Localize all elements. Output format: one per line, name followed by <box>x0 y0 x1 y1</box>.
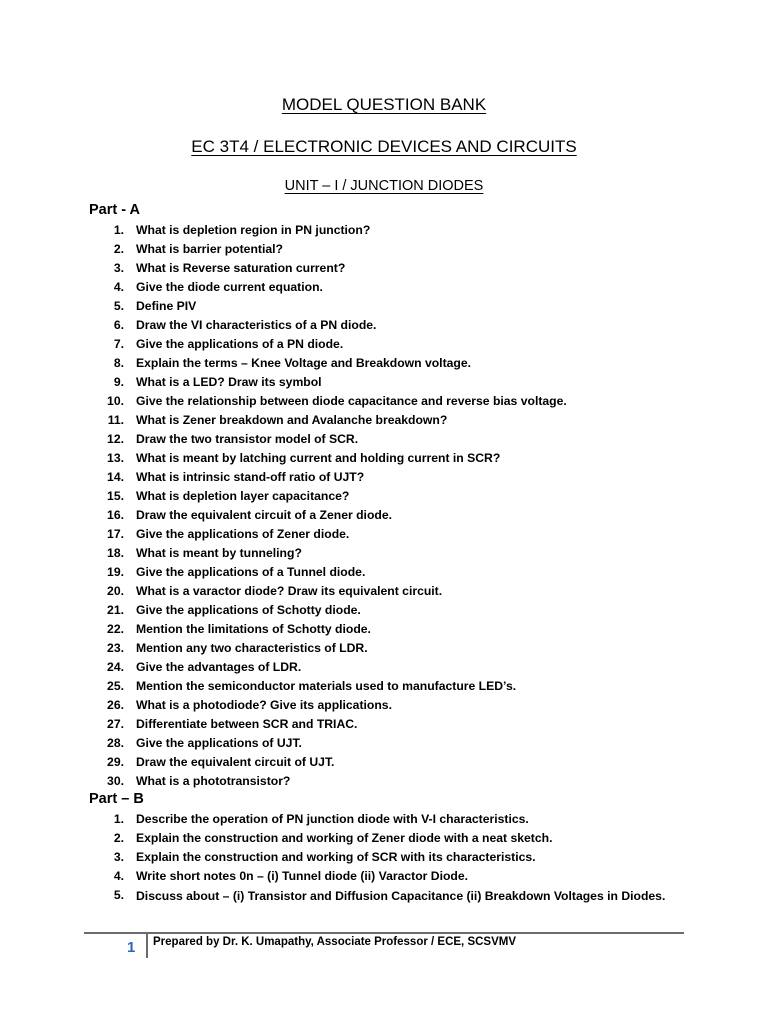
question-text: Mention the limitations of Schotty diode. <box>136 622 371 636</box>
unit-title: UNIT – I / JUNCTION DIODES <box>284 178 484 194</box>
question-number: 11. <box>107 413 124 427</box>
question-number: 17. <box>107 527 124 541</box>
question-number: 6. <box>113 318 124 332</box>
question-text: Give the applications of Zener diode. <box>136 527 350 541</box>
question-text: Explain the construction and working of SCR with its characteristics. <box>136 850 536 864</box>
question-number: 5. <box>113 888 124 902</box>
question-number: 21. <box>107 603 124 617</box>
question-text: What is barrier potential? <box>136 242 283 256</box>
question-text: What is a photodiode? Give its applications. <box>136 698 392 712</box>
question-text: What is intrinsic stand-off ratio of UJT? <box>136 470 365 484</box>
question-text: Give the diode current equation. <box>136 280 323 294</box>
question-text: What is a LED? Draw its symbol <box>136 375 322 389</box>
footer-divider <box>84 932 684 934</box>
question-text: Mention any two characteristics of LDR. <box>136 641 368 655</box>
question-number: 9. <box>113 375 124 389</box>
question-number: 15. <box>107 489 124 503</box>
footer-credit: Prepared by Dr. K. Umapathy, Associate Professor / ECE, SCSVMV <box>153 936 517 948</box>
question-text: Give the applications of UJT. <box>136 736 302 750</box>
question-text: What is Zener breakdown and Avalanche breakdown? <box>136 413 448 427</box>
question-number: 29. <box>107 755 124 769</box>
question-text: Define PIV <box>136 299 197 313</box>
question-text: Draw the equivalent circuit of a Zener diode. <box>136 508 392 522</box>
question-number: 14. <box>107 470 124 484</box>
question-text: What is Reverse saturation current? <box>136 261 346 275</box>
question-number: 24. <box>107 660 124 674</box>
question-text: Give the advantages of LDR. <box>136 660 302 674</box>
question-number: 27. <box>107 717 124 731</box>
question-number: 4. <box>113 869 124 883</box>
question-number: 1. <box>113 812 124 826</box>
question-number: 20. <box>107 584 124 598</box>
question-text: Differentiate between SCR and TRIAC. <box>136 717 358 731</box>
question-number: 25. <box>107 679 124 693</box>
footer-separator <box>146 934 148 958</box>
question-number: 2. <box>113 242 124 256</box>
part-a-heading: Part - A <box>89 202 141 218</box>
question-number: 1. <box>113 223 124 237</box>
question-number: 8. <box>113 356 124 370</box>
question-number: 22. <box>107 622 124 636</box>
question-number: 28. <box>107 736 124 750</box>
question-number: 12. <box>107 432 124 446</box>
question-number: 3. <box>113 261 124 275</box>
question-number: 30. <box>107 774 124 788</box>
question-text: Give the applications of Schotty diode. <box>136 603 361 617</box>
question-number: 23. <box>107 641 124 655</box>
question-text: What is depletion layer capacitance? <box>136 489 350 503</box>
question-text: What is meant by tunneling? <box>136 546 302 560</box>
question-text: Write short notes 0n – (i) Tunnel diode (ii) Varactor Diode. <box>136 869 469 883</box>
document-title: MODEL QUESTION BANK <box>281 95 487 114</box>
question-number: 13. <box>107 451 124 465</box>
part-b-heading: Part – B <box>89 791 144 807</box>
question-text: What is meant by latching current and holding current in SCR? <box>136 451 501 465</box>
question-number: 10. <box>107 394 124 408</box>
question-text: Give the applications of a Tunnel diode. <box>136 565 366 579</box>
question-number: 16. <box>107 508 124 522</box>
question-number: 3. <box>113 850 124 864</box>
question-text: Draw the equivalent circuit of UJT. <box>136 755 335 769</box>
question-text: Draw the VI characteristics of a PN diode. <box>136 318 377 332</box>
question-text: Mention the semiconductor materials used to manufacture LED’s. <box>136 679 517 693</box>
question-text: Give the relationship between diode capacitance and reverse bias voltage. <box>136 394 567 408</box>
question-text: Describe the operation of PN junction diode with V-I characteristics. <box>136 812 529 826</box>
question-text: Explain the terms – Knee Voltage and Breakdown voltage. <box>136 356 472 370</box>
question-text: Explain the construction and working of Zener diode with a neat sketch. <box>136 831 553 845</box>
question-number: 5. <box>113 299 124 313</box>
question-number: 4. <box>113 280 124 294</box>
question-text: Discuss about – (i) Transistor and Diffusion Capacitance (ii) Breakdown Voltages in Diodes. <box>136 889 666 903</box>
question-number: 26. <box>107 698 124 712</box>
question-text: Draw the two transistor model of SCR. <box>136 432 359 446</box>
question-number: 18. <box>107 546 124 560</box>
question-text: Give the applications of a PN diode. <box>136 337 344 351</box>
page-number: 1 <box>127 939 136 956</box>
question-number: 2. <box>113 831 124 845</box>
question-number: 19. <box>107 565 124 579</box>
question-text: What is a phototransistor? <box>136 774 291 788</box>
question-text: What is a varactor diode? Draw its equivalent circuit. <box>136 584 443 598</box>
course-title: EC 3T4 / ELECTRONIC DEVICES AND CIRCUITS <box>191 137 577 156</box>
question-number: 7. <box>113 337 124 351</box>
question-text: What is depletion region in PN junction? <box>136 223 371 237</box>
